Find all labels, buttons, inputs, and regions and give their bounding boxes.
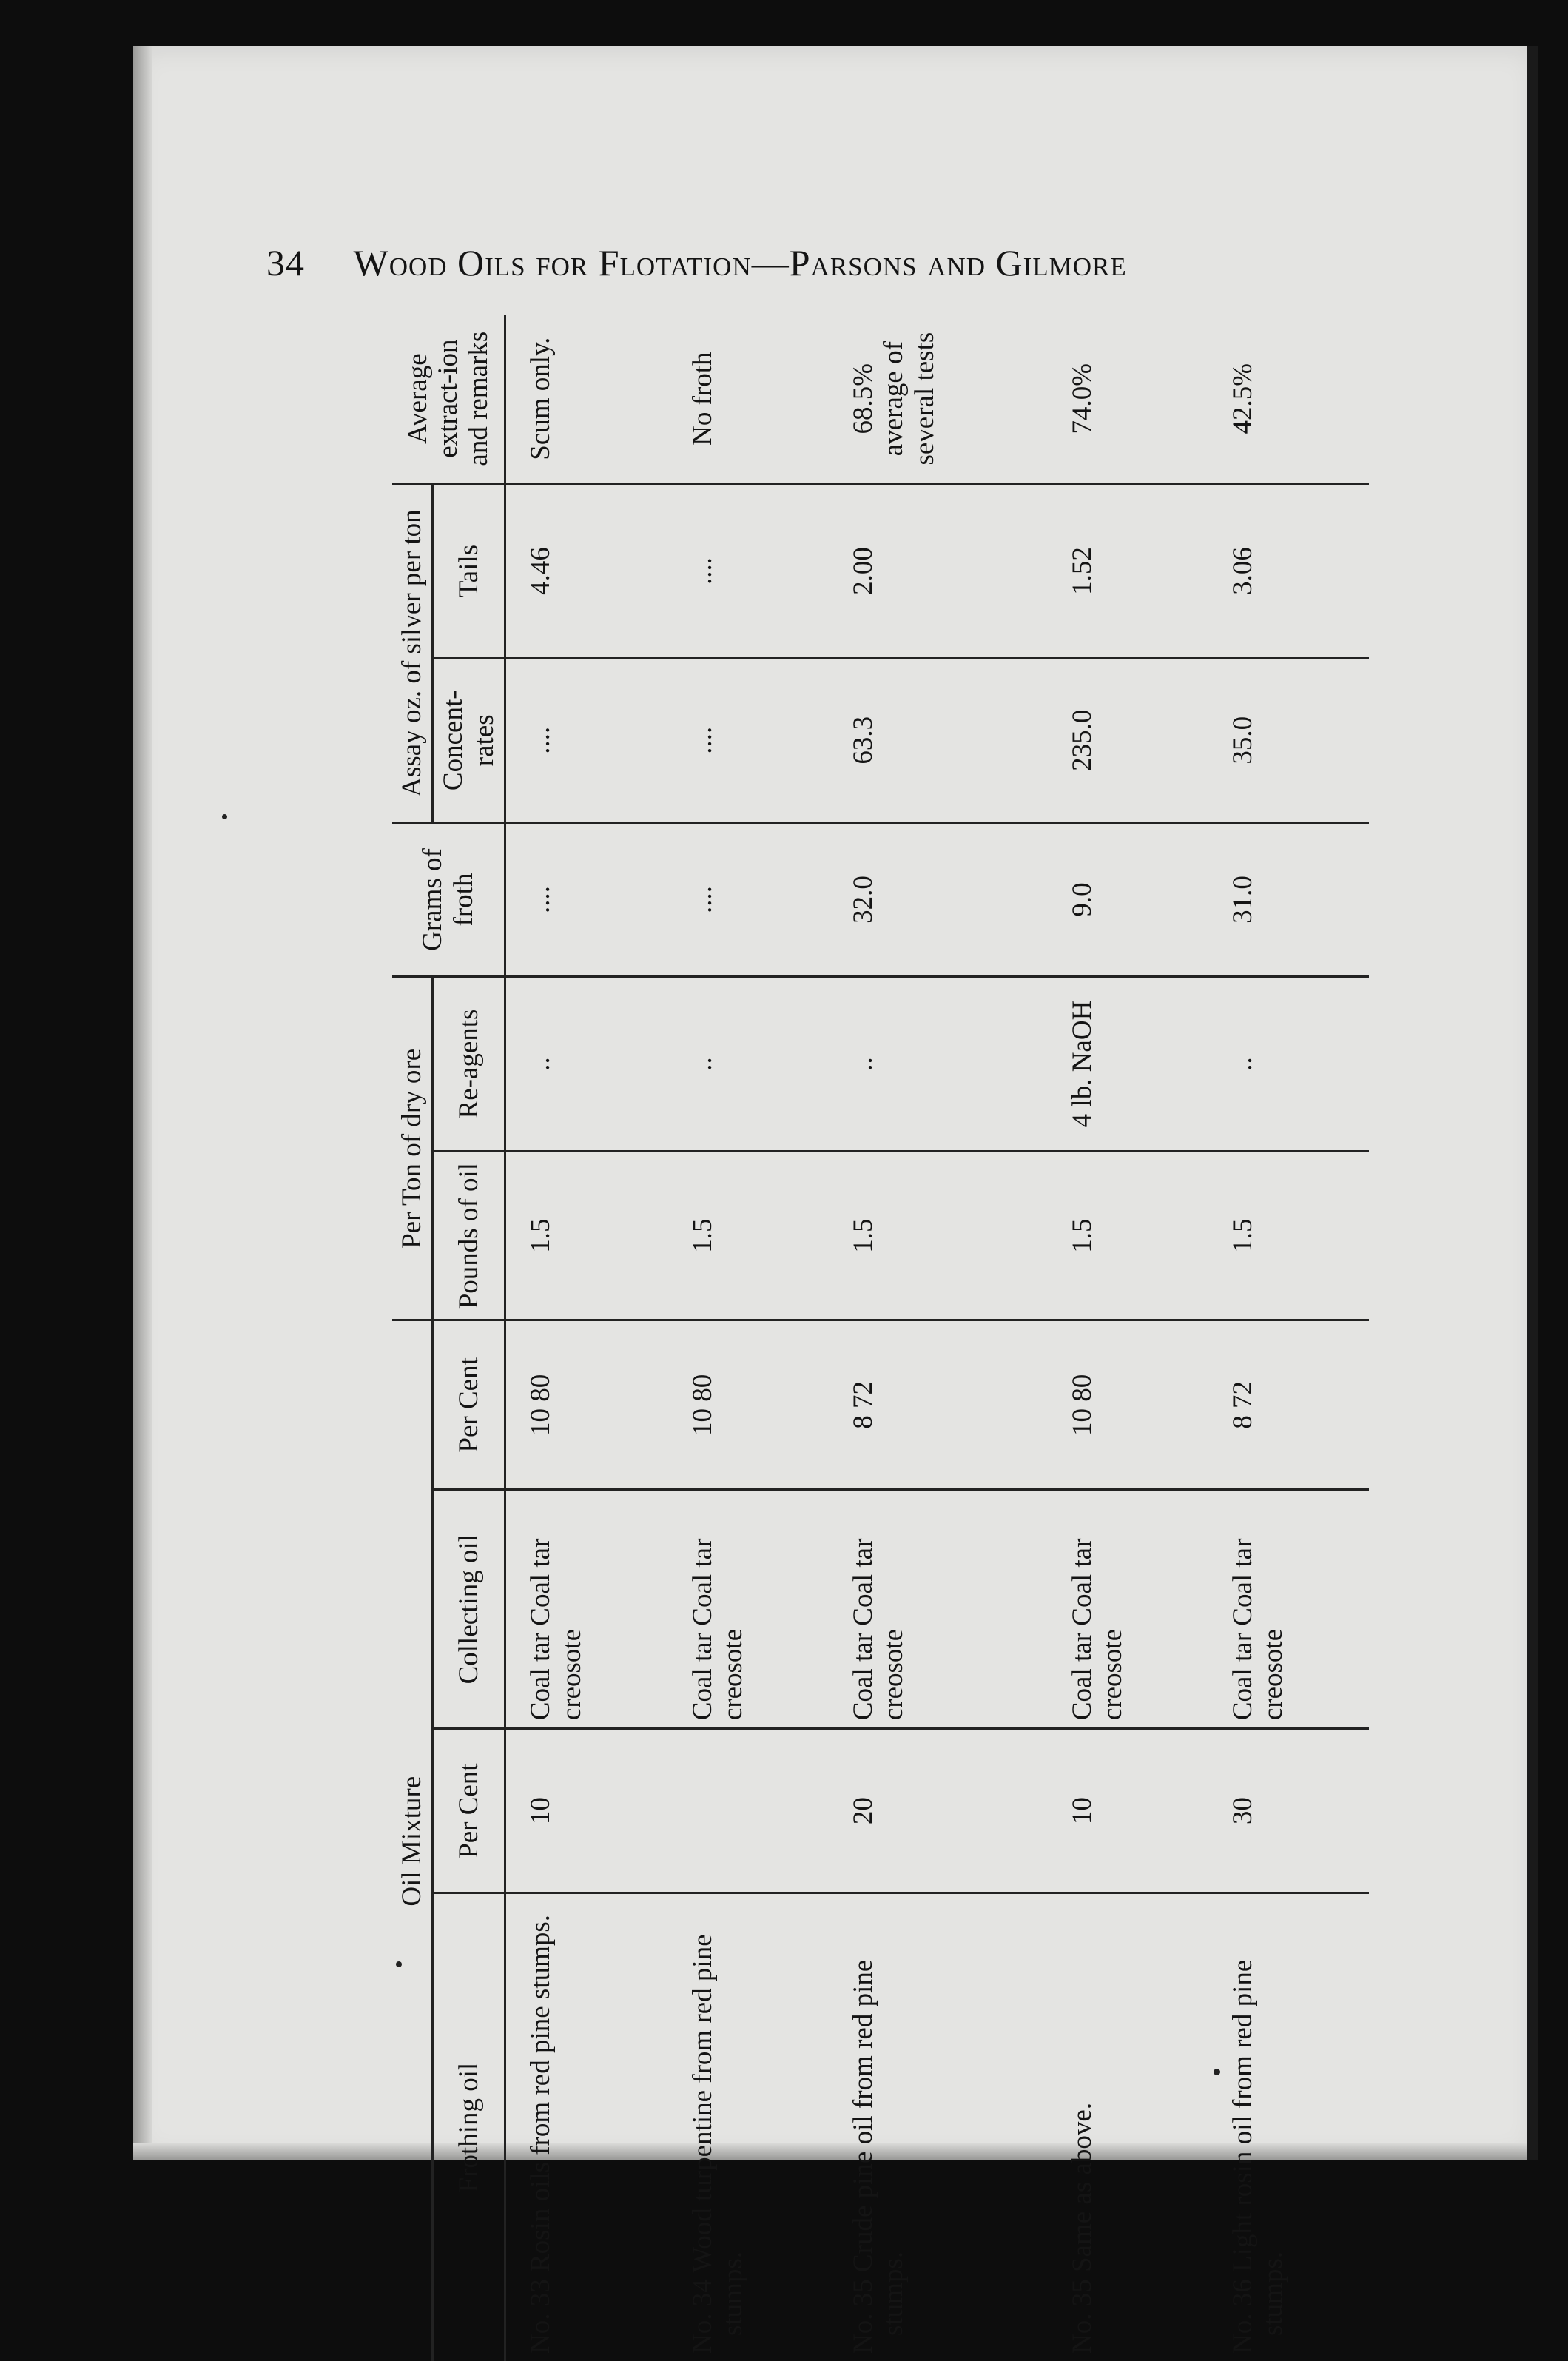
concentrates-cell: ....: [505, 658, 668, 822]
header-per-ton: Per Ton of dry ore: [392, 977, 433, 1320]
header-frothing-oil: Frothing oil: [433, 1893, 505, 2361]
reagents-cell: ..: [505, 977, 668, 1151]
collecting-oil-cell: Coal tar Coal tar creosote: [829, 1490, 1048, 1729]
scan-speck: [396, 1961, 402, 1967]
table-row: [829, 315, 1048, 2361]
running-head: [266, 237, 1347, 289]
collecting-pct-cell: 10 80: [668, 1320, 829, 1490]
header-assay: Assay oz. of silver per ton: [392, 484, 433, 822]
frothing-pct-cell: 10: [505, 1729, 668, 1893]
tails-cell: 3.06: [1208, 484, 1369, 658]
header-average: Average extract-ion and remarks: [392, 315, 505, 484]
scan-speck: [1214, 2069, 1220, 2075]
page-left-edge: [133, 46, 152, 2160]
average-cell: No froth: [668, 315, 829, 484]
grams-of-froth-cell: 32.0: [829, 822, 1048, 977]
tails-cell: 4.46: [505, 484, 668, 658]
rotated-table: [392, 315, 1369, 2361]
frothing-pct-cell: 10: [1048, 1729, 1208, 1893]
reagents-cell: ..: [668, 977, 829, 1151]
concentrates-cell: 63.3: [829, 658, 1048, 822]
grams-of-froth-cell: 9.0: [1048, 822, 1208, 977]
frothing-pct-cell: [668, 1729, 829, 1893]
average-cell: 74.0%: [1048, 315, 1208, 484]
table-row: [505, 315, 668, 2361]
reagents-cell: ..: [1208, 977, 1369, 1151]
average-cell: 42.5%: [1208, 315, 1369, 484]
collecting-pct-cell: 10 80: [505, 1320, 668, 1490]
pounds-of-oil-cell: 1.5: [1208, 1151, 1369, 1320]
pounds-of-oil-cell: 1.5: [1048, 1151, 1208, 1320]
scan-speck: [222, 814, 227, 819]
header-tails: Tails: [433, 484, 505, 658]
frothing-oil-cell: No. 36 Light rosin oil from red pine stumps.: [1208, 1893, 1369, 2361]
flotation-results-table: [392, 315, 1369, 2361]
frothing-pct-cell: 30: [1208, 1729, 1369, 1893]
table-row: [668, 315, 829, 2361]
frothing-oil-cell: No. 34 Wood turpentine from red pine stumps.: [668, 1893, 829, 2361]
page-number: 34: [266, 242, 305, 283]
pounds-of-oil-cell: 1.5: [829, 1151, 1048, 1320]
frothing-oil-cell: No. 35 Crude pine oil from red pine stumps.: [829, 1893, 1048, 2361]
collecting-oil-cell: Coal tar Coal tar creosote: [1048, 1490, 1208, 1729]
header-oil-mixture: Oil Mixture: [392, 1320, 433, 2361]
collecting-oil-cell: Coal tar Coal tar creosote: [1208, 1490, 1369, 1729]
collecting-pct-cell: 8 72: [829, 1320, 1048, 1490]
tails-cell: 2.00: [829, 484, 1048, 658]
page-right-edge: [1527, 46, 1538, 2160]
pounds-of-oil-cell: 1.5: [505, 1151, 668, 1320]
reagents-cell: 4 lb. NaOH: [1048, 977, 1208, 1151]
collecting-oil-cell: Coal tar Coal tar creosote: [668, 1490, 829, 1729]
header-collecting-oil: Collecting oil: [433, 1490, 505, 1729]
grams-of-froth-cell: 31.0: [1208, 822, 1369, 977]
header-pounds-of-oil: Pounds of oil: [433, 1151, 505, 1320]
frothing-pct-cell: 20: [829, 1729, 1048, 1893]
frothing-oil-cell: No. 33 Rosin oils from red pine stumps.: [505, 1893, 668, 2361]
header-concentrates: Concent-rates: [433, 658, 505, 822]
concentrates-cell: ....: [668, 658, 829, 822]
grams-of-froth-cell: ....: [505, 822, 668, 977]
average-cell: 68.5% average of several tests: [829, 315, 1048, 484]
table-row: [1048, 315, 1208, 2361]
header-collecting-per-cent: Per Cent: [433, 1320, 505, 1490]
table-row: [1208, 315, 1369, 2361]
header-frothing-per-cent: Per Cent: [433, 1729, 505, 1893]
concentrates-cell: 235.0: [1048, 658, 1208, 822]
running-title: Wood Oils for Flotation—Parsons and Gilmore: [353, 242, 1127, 283]
pounds-of-oil-cell: 1.5: [668, 1151, 829, 1320]
header-reagents: Re-agents: [433, 977, 505, 1151]
tails-cell: ....: [668, 484, 829, 658]
rotated-table-stage: [392, 315, 1369, 2361]
concentrates-cell: 35.0: [1208, 658, 1369, 822]
reagents-cell: ..: [829, 977, 1048, 1151]
tails-cell: 1.52: [1048, 484, 1208, 658]
header-grams-of-froth: Grams of froth: [392, 822, 505, 977]
collecting-oil-cell: Coal tar Coal tar creosote: [505, 1490, 668, 1729]
average-cell: Scum only.: [505, 315, 668, 484]
collecting-pct-cell: 10 80: [1048, 1320, 1208, 1490]
grams-of-froth-cell: ....: [668, 822, 829, 977]
collecting-pct-cell: 8 72: [1208, 1320, 1369, 1490]
frothing-oil-cell: No. 35 Same as above.: [1048, 1893, 1208, 2361]
